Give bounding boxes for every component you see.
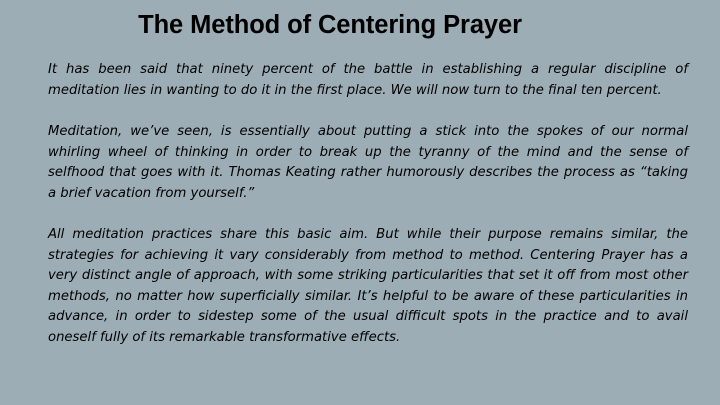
slide-body bbox=[48, 60, 688, 369]
slide-title: The Method of Centering Prayer bbox=[138, 11, 522, 39]
paragraph-3: All meditation practices share this basic aim. But while their purpose remains similar, the strategies for achieving it vary considerably from method to method. Centering Prayer has a very distinct angle of approach, with some striking particularities that set it off from most other methods, no matter how superficially similar. It’s helpful to be aware of these particularities in advance, in order to sidestep some of the usual difficult spots in the practice and to avail oneself fully of its remarkable transformative effects. bbox=[48, 227, 688, 345]
paragraph-2: Meditation, we’ve seen, is essentially about putting a stick into the spokes of our normal whirling wheel of thinking in order to break up the tyranny of the mind and the sense of selfhood that goes with it. Thomas Keating rather humorously describes the process as “taking a brief vacation from yourself.” bbox=[48, 124, 688, 201]
paragraph-1: It has been said that ninety percent of the battle in establishing a regular discipline of meditation lies in wanting to do it in the first place. We will now turn to the final ten percent. bbox=[48, 62, 688, 98]
